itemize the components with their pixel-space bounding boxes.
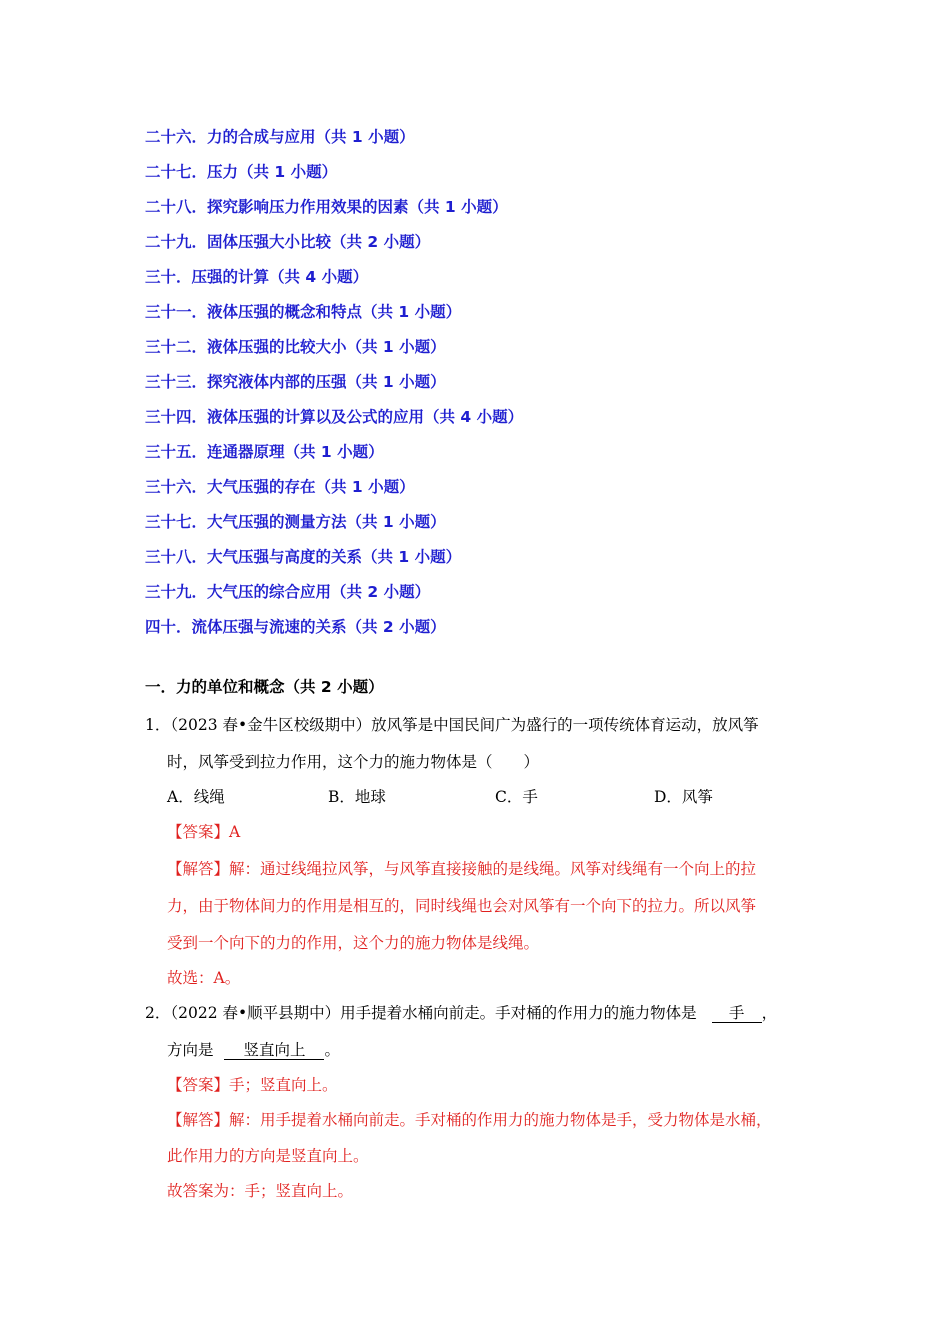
question-2-blank-2: 竖直向上 xyxy=(224,1041,324,1060)
question-1-analysis-line: 力，由于物体间力的作用是相互的，同时线绳也会对风筝有一个向下的拉力。所以风筝 xyxy=(167,897,757,915)
question-2-answer: 【答案】手；竖直向上。 xyxy=(167,1076,338,1094)
question-2-analysis-line: 此作用力的方向是竖直向上。 xyxy=(167,1147,369,1165)
question-1-option-c: C．手 xyxy=(495,788,538,806)
question-1-analysis-line: 受到一个向下的力的作用，这个力的施力物体是线绳。 xyxy=(167,934,540,952)
toc-item[interactable]: 三十五．连通器原理（共 1 小题） xyxy=(145,443,384,461)
question-1-answer: 【答案】A xyxy=(167,823,241,841)
toc-item[interactable]: 三十六．大气压强的存在（共 1 小题） xyxy=(145,478,415,496)
question-1-analysis-line: 【解答】解：通过线绳拉风筝，与风筝直接接触的是线绳。风筝对线绳有一个向上的拉 xyxy=(167,860,757,878)
toc-item[interactable]: 二十七．压力（共 1 小题） xyxy=(145,163,338,181)
question-2-stem-line-2 xyxy=(167,1038,340,1060)
section-heading: 一．力的单位和概念（共 2 小题） xyxy=(145,678,384,696)
question-1-stem-line-1: 1．（2023 春•金牛区校级期中）放风筝是中国民间广为盛行的一项传统体育运动，放风筝 xyxy=(145,716,759,734)
question-1-option-b: B．地球 xyxy=(328,788,386,806)
question-2-analysis-line: 【解答】解：用手提着水桶向前走。手对桶的作用力的施力物体是手，受力物体是水桶， xyxy=(167,1111,772,1129)
toc-item[interactable]: 三十三．探究液体内部的压强（共 1 小题） xyxy=(145,373,446,391)
toc-item[interactable]: 三十．压强的计算（共 4 小题） xyxy=(145,268,369,286)
toc-item[interactable]: 二十八．探究影响压力作用效果的因素（共 1 小题） xyxy=(145,198,508,216)
question-1-stem-line-2: 时，风筝受到拉力作用，这个力的施力物体是（ ） xyxy=(167,753,540,771)
toc-item[interactable]: 三十一．液体压强的概念和特点（共 1 小题） xyxy=(145,303,462,321)
question-1-option-d: D．风筝 xyxy=(654,788,713,806)
toc-item[interactable]: 二十九．固体压强大小比较（共 2 小题） xyxy=(145,233,431,251)
question-2-blank-1: 手 xyxy=(712,1004,762,1023)
question-2-period: 。 xyxy=(324,1041,340,1059)
toc-item[interactable]: 三十九．大气压的综合应用（共 2 小题） xyxy=(145,583,431,601)
toc-item[interactable]: 三十二．液体压强的比较大小（共 1 小题） xyxy=(145,338,446,356)
question-2-conclusion: 故答案为：手；竖直向上。 xyxy=(167,1182,354,1200)
toc-item[interactable]: 三十七．大气压强的测量方法（共 1 小题） xyxy=(145,513,446,531)
table-of-contents xyxy=(145,122,523,647)
question-1-choice: 故选：A。 xyxy=(167,969,241,987)
toc-item[interactable]: 二十六．力的合成与应用（共 1 小题） xyxy=(145,128,415,146)
question-2-direction-label: 方向是 xyxy=(167,1041,214,1059)
question-2-stem-text: 2．（2022 春•顺平县期中）用手提着水桶向前走。手对桶的作用力的施力物体是 xyxy=(145,1004,697,1022)
question-2-stem-line-1 xyxy=(145,1001,777,1023)
toc-item[interactable]: 三十四．液体压强的计算以及公式的应用（共 4 小题） xyxy=(145,408,524,426)
question-1-option-a: A．线绳 xyxy=(167,788,225,806)
toc-item[interactable]: 三十八．大气压强与高度的关系（共 1 小题） xyxy=(145,548,462,566)
question-2-comma: ， xyxy=(761,1004,778,1022)
toc-item[interactable]: 四十．流体压强与流速的关系（共 2 小题） xyxy=(145,618,446,636)
